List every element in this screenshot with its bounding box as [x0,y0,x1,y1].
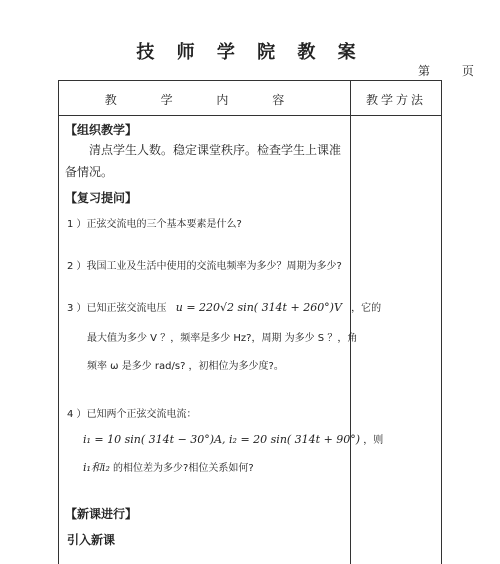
section-heading-organize: 【组织教学】 [65,123,138,137]
organize-text: 清点学生人数。稳定课堂秩序。检查学生上课准备情况。 [65,143,342,179]
question-4-line-1: 4 ）已知两个正弦交流电流： [67,409,197,420]
question-3-line-1 [67,299,381,314]
section-heading-review: 【复习提问】 [65,191,138,205]
question-2: 2 ）我国工业及生活中使用的交流电频率为多少？周期为多少? [67,261,342,272]
column-header-method: 教学方法 [365,93,426,107]
section-heading-new-lesson: 【新课进行】 [65,507,138,521]
question-3-suffix: ，它的 [351,303,382,314]
header-divider [59,115,441,116]
column-divider [350,81,351,564]
current-formula: i₁ = 10 sin( 314t − 30°)A, i₂ = 20 sin( 314t + 90°) [83,433,361,446]
question-4-line-2 [83,431,383,446]
question-1: 1 ）正弦交流电的三个基本要素是什么? [67,219,242,230]
question-4-text: 的相位差为多少?相位关系如何? [113,463,254,474]
intro-heading: 引入新课 [67,533,116,547]
question-4-suffix: ，则 [363,435,384,446]
voltage-formula: u = 220√2 sin( 314t + 260°)V [175,301,342,314]
page-title: 技 师 学 院 教 案 [136,42,364,63]
lesson-plan-table [58,80,442,564]
page-number-label: 第 页 [418,64,488,78]
question-3-line-2: 最大值为多少 V ？，频率是多少 Hz?，周期 为多少 S ？，角 [87,333,358,344]
column-header-content: 教 学 内 容 [104,93,305,107]
question-4-line-3 [83,459,254,475]
currents-label: i₁和i₂ [83,461,110,474]
question-3-line-3: 频率 ω 是多少 rad/s? ，初相位为多少度?。 [87,361,284,372]
question-3-text: 3 ）已知正弦交流电压 [67,303,167,314]
